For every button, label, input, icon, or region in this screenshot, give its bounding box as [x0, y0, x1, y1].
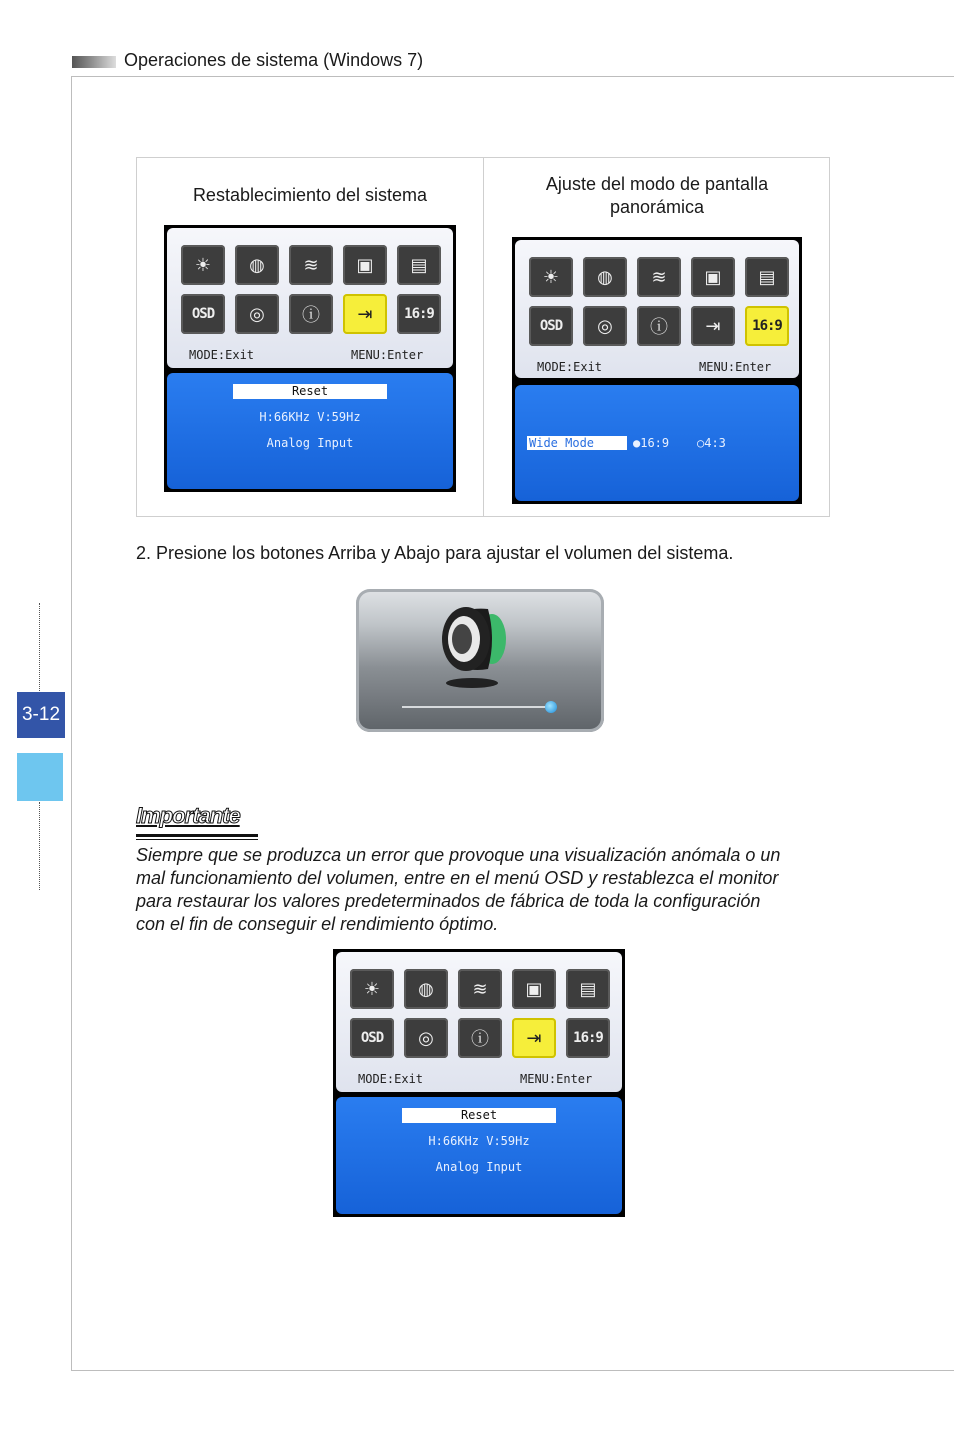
osd-wide-screenshot	[512, 237, 802, 504]
info-icon: ⓘ	[458, 1018, 502, 1058]
frequency-text: H:66KHz V:59Hz	[428, 1134, 530, 1148]
menu-enter-label: MENU:Enter	[520, 1072, 593, 1086]
image-icon: ▣	[512, 969, 556, 1009]
wide-option-selected: ●16:9	[633, 436, 670, 450]
page-header: Operaciones de sistema (Windows 7)	[124, 50, 424, 70]
bottom-rule	[71, 1370, 954, 1371]
volume-slider-track[interactable]	[402, 706, 556, 708]
color-icon: ◍	[235, 245, 279, 285]
mode-exit-label: MODE:Exit	[358, 1072, 424, 1086]
osd-icon: OSD	[350, 1018, 394, 1058]
reset-icon: ⇥	[512, 1018, 556, 1058]
osd-icon: OSD	[181, 294, 225, 334]
speaker-shadow	[446, 678, 498, 688]
important-line3: para restaurar los valores predeterminados de fábrica de toda la configuración	[136, 891, 761, 911]
language-icon: ◎	[235, 294, 279, 334]
volume-widget	[356, 589, 604, 732]
speaker-icon	[356, 589, 604, 732]
image-icon: ▣	[691, 257, 735, 297]
info-icon: ⓘ	[637, 306, 681, 346]
color-icon: ◍	[404, 969, 448, 1009]
input-text: Analog Input	[435, 1160, 523, 1174]
aspect-icon: 16:9	[397, 294, 441, 334]
osd-reset-screenshot-bottom	[333, 949, 625, 1217]
color-icon: ◍	[583, 257, 627, 297]
osd-reset-screenshot	[164, 225, 456, 492]
signal-icon: ≋	[458, 969, 502, 1009]
important-underline-2	[136, 839, 258, 840]
wide-option-other: ○4:3	[697, 436, 726, 450]
brightness-icon: ☀	[529, 257, 573, 297]
display-icon: ▤	[745, 257, 789, 297]
osd-info-panel	[515, 385, 799, 501]
page-number-tab: 3-12	[17, 692, 65, 738]
language-icon: ◎	[583, 306, 627, 346]
info-icon: ⓘ	[289, 294, 333, 334]
osd-icon: OSD	[529, 306, 573, 346]
aspect-icon: 16:9	[745, 306, 789, 346]
image-icon: ▣	[343, 245, 387, 285]
reset-option: Reset	[402, 1108, 556, 1123]
osd-menu-panel	[515, 240, 799, 378]
important-line1: Siempre que se produzca un error que provoque una visualización anómala o un	[136, 845, 781, 865]
left-rule	[71, 76, 72, 1371]
right-caption	[488, 173, 826, 219]
signal-icon: ≋	[637, 257, 681, 297]
reset-icon: ⇥	[343, 294, 387, 334]
right-caption-line2: panorámica	[609, 197, 705, 217]
section-tab	[17, 753, 63, 801]
aspect-icon: 16:9	[566, 1018, 610, 1058]
frequency-text: H:66KHz V:59Hz	[259, 410, 361, 424]
menu-enter-label: MENU:Enter	[699, 360, 772, 374]
osd-menu-panel	[167, 228, 453, 368]
left-caption: Restablecimiento del sistema	[192, 185, 428, 205]
header-bar	[72, 56, 116, 68]
important-text	[136, 844, 836, 936]
mode-exit-label: MODE:Exit	[189, 348, 255, 362]
right-caption-line1: Ajuste del modo de pantalla	[545, 174, 769, 194]
osd-menu-panel	[336, 952, 622, 1092]
mode-exit-label: MODE:Exit	[537, 360, 603, 374]
step-2-text: 2. Presione los botones Arriba y Abajo para ajustar el volumen del sistema.	[136, 543, 734, 563]
reset-option: Reset	[233, 384, 387, 399]
side-dots-bottom	[39, 802, 40, 890]
reset-icon: ⇥	[691, 306, 735, 346]
figure-divider	[483, 157, 484, 517]
menu-enter-label: MENU:Enter	[351, 348, 424, 362]
brightness-icon: ☀	[350, 969, 394, 1009]
language-icon: ◎	[404, 1018, 448, 1058]
important-line4: con el fin de conseguir el rendimiento óptimo.	[136, 914, 499, 934]
display-icon: ▤	[566, 969, 610, 1009]
input-text: Analog Input	[266, 436, 354, 450]
display-icon: ▤	[397, 245, 441, 285]
wide-mode-option: Wide Mode	[527, 436, 627, 450]
side-dots-top	[39, 603, 40, 691]
osd-info-panel	[167, 373, 453, 489]
signal-icon: ≋	[289, 245, 333, 285]
osd-info-panel	[336, 1097, 622, 1214]
important-line2: mal funcionamiento del volumen, entre en el menú OSD y restablezca el monitor	[136, 868, 779, 888]
important-title: Importante	[136, 803, 240, 828]
important-underline	[136, 834, 258, 837]
header-rule	[72, 76, 954, 77]
brightness-icon: ☀	[181, 245, 225, 285]
